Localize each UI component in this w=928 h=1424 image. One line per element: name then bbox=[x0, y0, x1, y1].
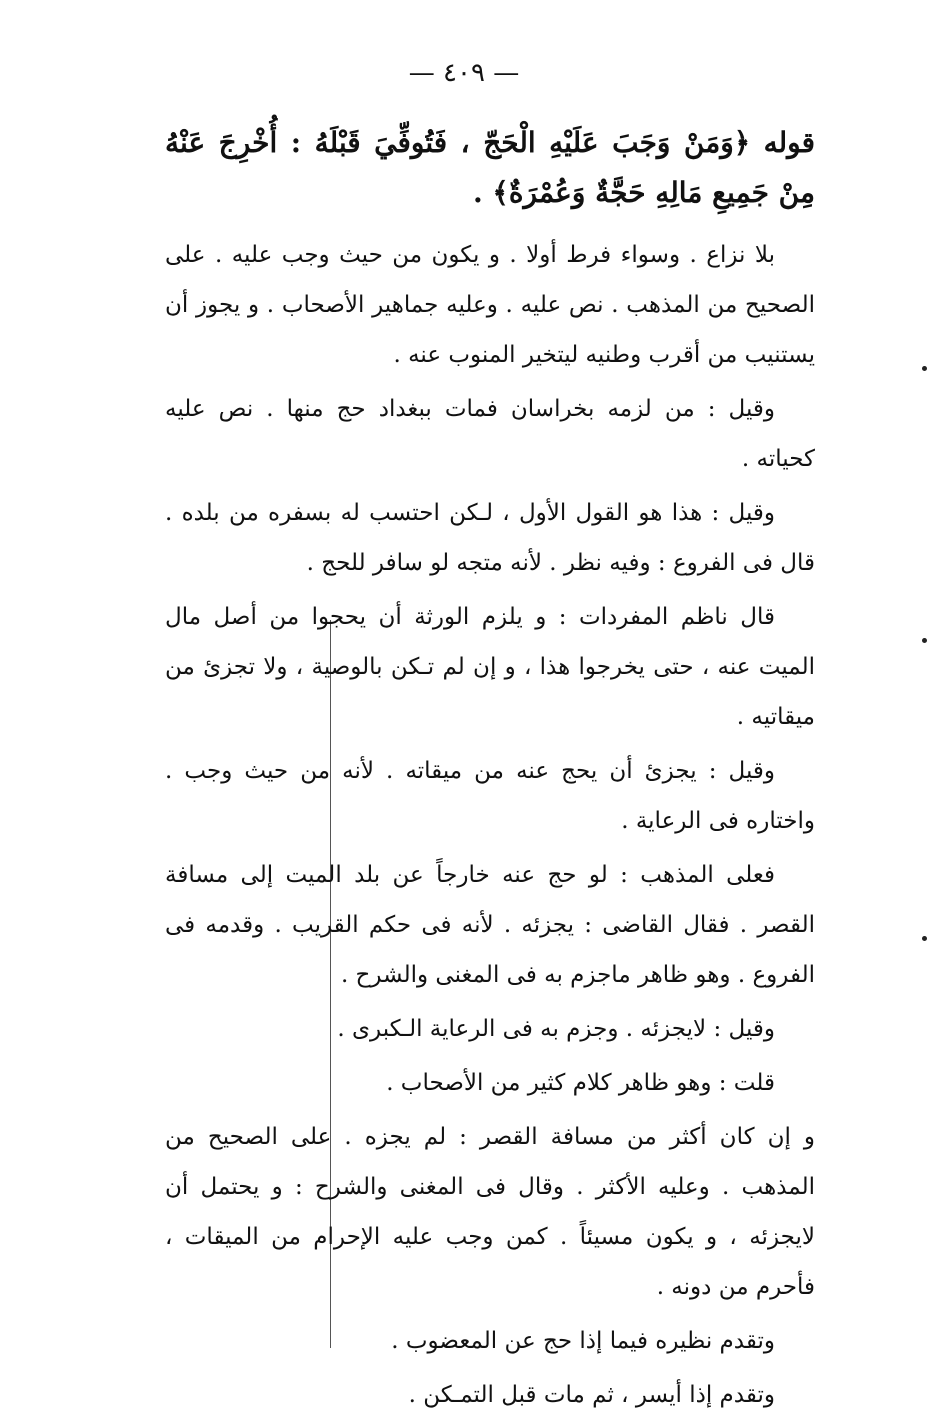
paragraph: وقيل : هذا هو القول الأول ، لـكن احتسب له بسفره من بلده . قال فى الفروع : وفيه نظر . لأنه متجه لو سافر للحج . bbox=[165, 500, 815, 576]
paragraph: و إن كان أكثر من مسافة القصر : لم يجزه . على الصحيح من المذهب . وعليه الأكثر . وقال فى المغنى والشرح : و يحتمل أن لايجزئه ، و يكون مسيئاً . كمن وجب عليه الإحرام من الميقات ، فأحرم من دونه . bbox=[165, 1124, 815, 1300]
paragraph: بلا نزاع . وسواء فرط أولا . و يكون من حيث وجب عليه . على الصحيح من المذهب . نص عليه . وعليه جماهير الأصحاب . و يجوز أن يستنيب من أقرب وطنيه ليتخير المنوب عنه . bbox=[165, 242, 815, 368]
margin-dot bbox=[922, 936, 927, 941]
paragraph: وقيل : لايجزئه . وجزم به فى الرعاية الـكبرى . bbox=[337, 1016, 775, 1042]
paragraph: قال ناظم المفردات : و يلزم الورثة أن يحجوا من أصل مال الميت عنه ، حتى يخرجوا هذا ، و إن لم تـكن بالوصية ، ولا تجزئ من ميقاتيه . bbox=[165, 604, 815, 730]
paragraph: وتقدم نظيره فيما إذا حج عن المعضوب . bbox=[391, 1328, 775, 1354]
paragraph: وتقدم إذا أيسر ، ثم مات قبل التمـكن . bbox=[408, 1382, 775, 1408]
paragraph: وقيل : يجزئ أن يحج عنه من ميقاته . لأنه من حيث وجب . واختاره فى الرعاية . bbox=[165, 758, 815, 834]
paragraph: فعلى المذهب : لو حج عنه خارجاً عن بلد الميت إلى مسافة القصر . فقال القاضى : يجزئه . لأنه فى حكم القريب . وقدمه فى الفروع . وهو ظاهر ماجزم به فى المغنى والشرح . bbox=[165, 862, 815, 988]
page-number: — ٤٠٩ — bbox=[408, 58, 520, 88]
page-body bbox=[165, 118, 815, 1424]
margin-dot bbox=[922, 366, 927, 371]
paragraph: قلت : وهو ظاهر كلام كثير من الأصحاب . bbox=[386, 1070, 775, 1096]
section-heading: قوله ﴿وَمَنْ وَجَبَ عَلَيْهِ الْحَجّ ، فَتُوفِّيَ قَبْلَهُ : أُخْرِجَ عَنْهُ مِنْ جَمِيعِ مَالِهِ حَجَّةٌ وَعُمْرَةٌ﴾ . bbox=[165, 126, 815, 209]
margin-dot bbox=[922, 638, 927, 643]
paragraph: وقيل : من لزمه بخراسان فمات ببغداد حج منها . نص عليه كحياته . bbox=[165, 396, 815, 472]
